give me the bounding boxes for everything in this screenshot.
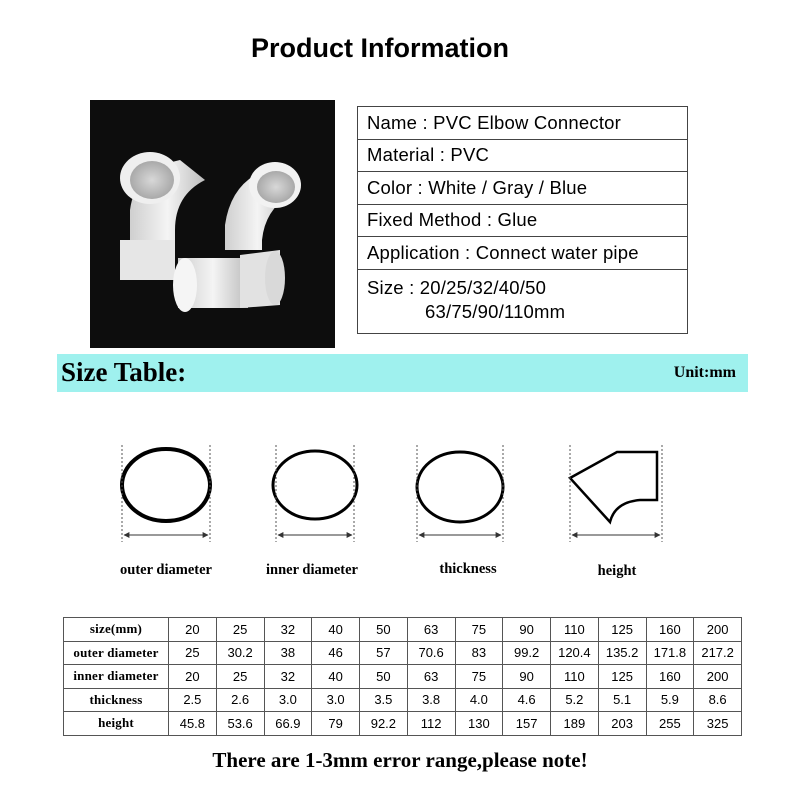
info-application: Application : Connect water pipe <box>358 237 688 270</box>
table-cell: 75 <box>455 665 503 689</box>
table-cell: 112 <box>407 712 455 736</box>
size-table <box>63 617 742 736</box>
table-cell: 25 <box>169 641 217 665</box>
table-cell: 40 <box>312 618 360 642</box>
table-cell: 2.5 <box>169 688 217 712</box>
table-cell: 30.2 <box>216 641 264 665</box>
thickness-label: thickness <box>439 561 497 577</box>
row-header: height <box>64 712 169 736</box>
size-table-title: Size Table: <box>61 357 187 387</box>
table-cell: 5.9 <box>646 688 694 712</box>
table-cell: 110 <box>551 665 599 689</box>
table-cell: 4.0 <box>455 688 503 712</box>
table-cell: 255 <box>646 712 694 736</box>
table-cell: 53.6 <box>216 712 264 736</box>
height-diagram <box>570 445 662 542</box>
info-color: Color : White / Gray / Blue <box>358 172 688 205</box>
table-cell: 38 <box>264 641 312 665</box>
table-cell: 70.6 <box>407 641 455 665</box>
table-cell: 189 <box>551 712 599 736</box>
table-cell: 83 <box>455 641 503 665</box>
height-label: height <box>597 563 637 579</box>
table-cell: 63 <box>407 665 455 689</box>
table-cell: 92.2 <box>360 712 408 736</box>
table-cell: 50 <box>360 665 408 689</box>
inner-diameter-label: inner diameter <box>266 562 358 578</box>
table-cell: 3.0 <box>264 688 312 712</box>
info-size-line2: 63/75/90/110mm <box>425 300 566 322</box>
row-header: thickness <box>64 688 169 712</box>
thickness-diagram <box>417 445 503 542</box>
table-cell: 125 <box>598 665 646 689</box>
info-size-line1: Size : 20/25/32/40/50 <box>367 276 547 298</box>
row-header: inner diameter <box>64 665 169 689</box>
table-cell: 45.8 <box>169 712 217 736</box>
table-cell: 120.4 <box>551 641 599 665</box>
table-cell: 160 <box>646 618 694 642</box>
table-cell: 3.5 <box>360 688 408 712</box>
info-fixed-method: Fixed Method : Glue <box>358 204 688 237</box>
table-cell: 5.1 <box>598 688 646 712</box>
table-cell: 57 <box>360 641 408 665</box>
table-cell: 130 <box>455 712 503 736</box>
table-cell: 32 <box>264 665 312 689</box>
row-header: outer diameter <box>64 641 169 665</box>
table-cell: 3.8 <box>407 688 455 712</box>
inner-diameter-diagram <box>273 445 357 542</box>
table-cell: 79 <box>312 712 360 736</box>
table-cell: 20 <box>169 618 217 642</box>
size-row <box>64 618 742 642</box>
table-cell: 63 <box>407 618 455 642</box>
product-photo <box>90 100 335 348</box>
table-cell: 157 <box>503 712 551 736</box>
outer-diameter-row <box>64 641 742 665</box>
thickness-row <box>64 688 742 712</box>
table-cell: 4.6 <box>503 688 551 712</box>
table-cell: 200 <box>694 618 742 642</box>
table-cell: 99.2 <box>503 641 551 665</box>
size-table-banner <box>57 354 748 392</box>
table-cell: 25 <box>216 665 264 689</box>
table-cell: 2.6 <box>216 688 264 712</box>
table-cell: 160 <box>646 665 694 689</box>
table-cell: 200 <box>694 665 742 689</box>
outer-diameter-diagram <box>122 445 210 542</box>
table-cell: 50 <box>360 618 408 642</box>
info-material: Material : PVC <box>358 139 688 172</box>
table-cell: 75 <box>455 618 503 642</box>
table-cell: 110 <box>551 618 599 642</box>
table-cell: 125 <box>598 618 646 642</box>
row-header: size(mm) <box>64 618 169 642</box>
outer-diameter-label: outer diameter <box>120 562 212 578</box>
table-cell: 90 <box>503 618 551 642</box>
table-cell: 90 <box>503 665 551 689</box>
table-cell: 40 <box>312 665 360 689</box>
product-info-table <box>357 106 688 334</box>
unit-label: Unit:mm <box>673 364 736 381</box>
table-cell: 66.9 <box>264 712 312 736</box>
inner-diameter-row <box>64 665 742 689</box>
table-cell: 5.2 <box>551 688 599 712</box>
table-cell: 20 <box>169 665 217 689</box>
measurement-diagrams <box>0 430 800 590</box>
table-cell: 217.2 <box>694 641 742 665</box>
table-cell: 135.2 <box>598 641 646 665</box>
error-range-note: There are 1-3mm error range,please note! <box>212 748 588 772</box>
page-title: Product Information <box>251 33 509 63</box>
table-cell: 32 <box>264 618 312 642</box>
table-cell: 46 <box>312 641 360 665</box>
table-cell: 8.6 <box>694 688 742 712</box>
info-size <box>358 269 688 333</box>
table-cell: 3.0 <box>312 688 360 712</box>
info-name: Name : PVC Elbow Connector <box>358 107 688 140</box>
table-cell: 25 <box>216 618 264 642</box>
table-cell: 203 <box>598 712 646 736</box>
table-cell: 171.8 <box>646 641 694 665</box>
table-cell: 325 <box>694 712 742 736</box>
height-row <box>64 712 742 736</box>
